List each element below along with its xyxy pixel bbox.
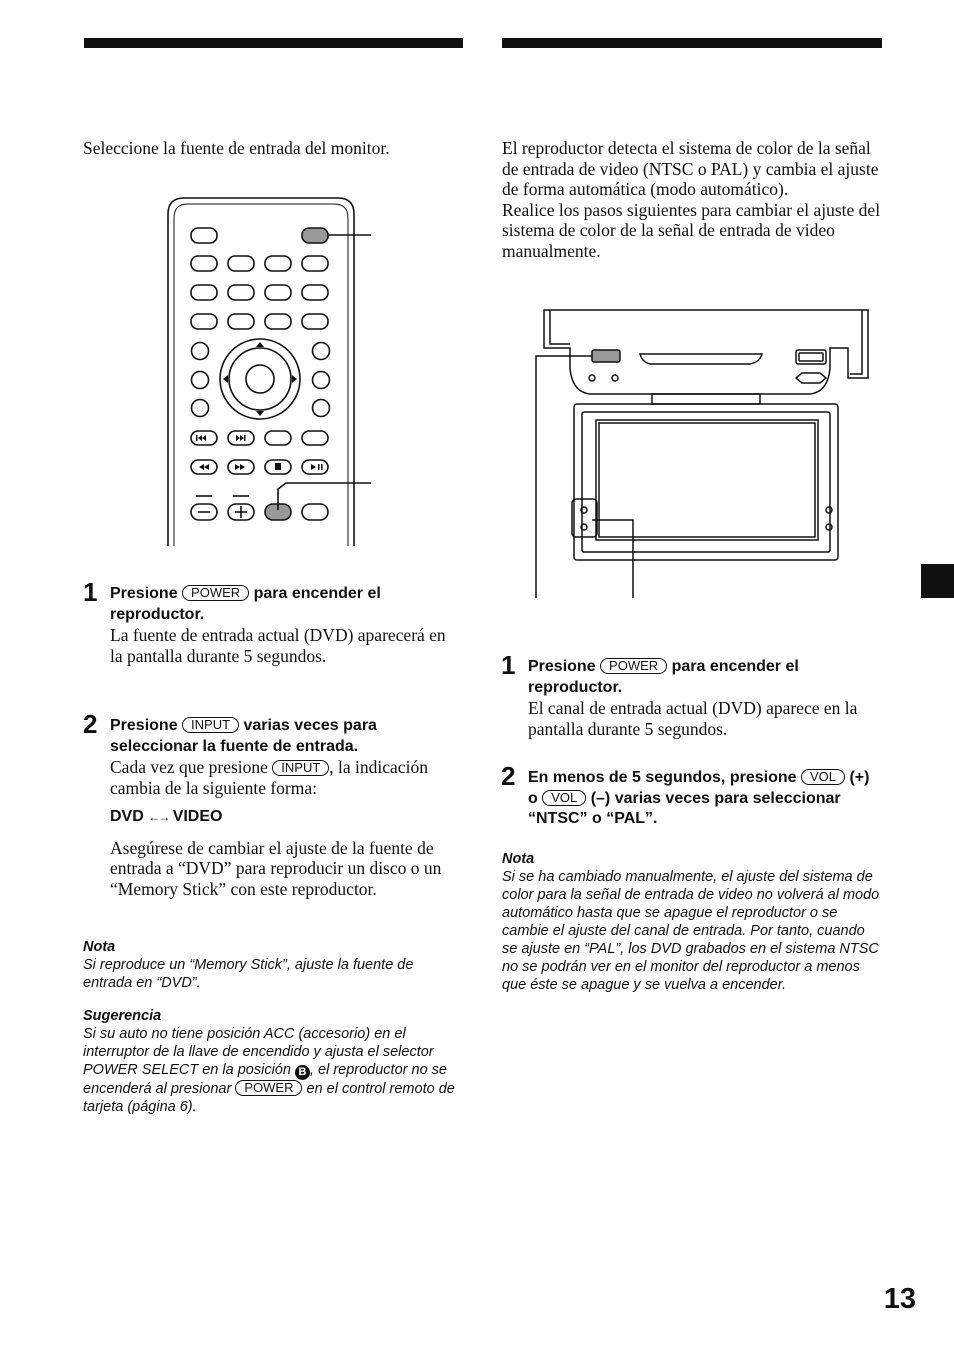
tip-power-button-label: POWER	[235, 1080, 302, 1096]
right-power-button-label: POWER	[600, 658, 667, 674]
left-step2-number: 2	[83, 709, 98, 739]
left-step2-heading	[110, 716, 460, 757]
right-step2	[528, 768, 873, 830]
right-step2-heading	[528, 768, 873, 830]
right-note-title: Nota	[502, 851, 535, 867]
left-step1-heading	[110, 584, 455, 625]
vol-button-label-1: VOL	[801, 769, 845, 785]
right-step2-heading-b: (–) varias veces para seleccionar “NTSC” o “PAL”.	[528, 789, 841, 827]
right-note	[502, 850, 882, 994]
vol-button-label-2: VOL	[542, 790, 586, 806]
monitor-illustration	[530, 308, 875, 600]
left-step2-body	[110, 757, 460, 798]
left-note	[83, 938, 455, 992]
left-step2-after: Asegúrese de cambiar el ajuste de la fuente de entrada a “DVD” para reproducir un disco o un “Memory Stick” con este reproductor.	[110, 837, 442, 899]
right-step1-heading	[528, 657, 873, 698]
tip-text-a: Si su auto no tiene posición ACC (accesorio) en el interruptor de la llave de encendido y ajusta el selector POWER SELECT en la posición	[83, 1026, 434, 1078]
left-tip	[83, 1007, 455, 1116]
right-step2-number: 2	[501, 761, 516, 791]
tip-text-c: en el control remoto de tarjeta (página 6).	[83, 1081, 455, 1115]
right-step1-number: 1	[501, 650, 516, 680]
right-step2-mid: (+) o	[528, 769, 870, 807]
sequence-dvd: DVD	[110, 808, 144, 825]
right-note-text: Si se ha cambiado manualmente, el ajuste del sistema de color para la señal de entrada de video no volverá al modo automático hasta que se apague el reproductor o se cambie el ajuste del canal de entrada. Por tanto, cuando se ajuste en “PAL”, los DVD grabados en el sistema NTSC no se podrán ver en el monitor del reproductor a menos que éste se apague y se vuelva a encender.	[502, 869, 880, 993]
left-note-text: Si reproduce un “Memory Stick”, ajuste la fuente de entrada en “DVD”.	[83, 957, 414, 991]
input-sequence	[110, 807, 460, 828]
input-button-label: INPUT	[182, 717, 239, 733]
left-step1-heading-b: para encender el reproductor.	[110, 585, 381, 623]
right-step2-heading-a: En menos de 5 segundos, presione	[528, 769, 797, 786]
left-note-title: Nota	[83, 939, 116, 955]
left-step1	[110, 584, 455, 666]
right-step1-heading-b: para encender el reproductor.	[528, 658, 799, 696]
tip-text	[83, 1025, 455, 1116]
input-button-label-inline: INPUT	[272, 760, 329, 776]
right-step1-body: El canal de entrada actual (DVD) aparece en la pantalla durante 5 segundos.	[528, 698, 858, 739]
sequence-video: VIDEO	[172, 808, 223, 825]
double-arrow-icon: ←→	[148, 810, 169, 824]
page-number: 13	[883, 1283, 916, 1315]
left-header-rule	[84, 38, 463, 48]
power-button-label: POWER	[182, 585, 249, 601]
left-step2-body-b: , la indicación cambia de la siguiente forma:	[110, 757, 428, 798]
left-step1-body: La fuente de entrada actual (DVD) aparecerá en la pantalla durante 5 segundos.	[110, 625, 446, 666]
tip-text-b: , el reproductor no se encenderá al presionar	[83, 1062, 447, 1097]
right-intro: El reproductor detecta el sistema de color de la señal de entrada de video (NTSC o PAL) y cambia el ajuste de forma automática (modo automático). Realice los pasos siguientes para cambiar el ajuste del sistema de color de la señal de entrada de video manualmente.	[502, 138, 881, 261]
left-step2	[110, 716, 460, 899]
left-step2-heading-b: varias veces para seleccionar la fuente de entrada.	[110, 717, 377, 755]
tip-title: Sugerencia	[83, 1008, 162, 1024]
left-step2-body-a: Cada vez que presione	[110, 757, 268, 777]
right-step1-heading-a: Presione	[528, 658, 596, 675]
left-intro: Seleccione la fuente de entrada del monitor.	[83, 138, 390, 158]
right-step1	[528, 657, 873, 739]
left-step1-heading-a: Presione	[110, 585, 178, 602]
left-step2-heading-a: Presione	[110, 717, 178, 734]
position-b-marker: B	[295, 1065, 310, 1080]
remote-control-illustration	[160, 192, 380, 548]
left-step1-number: 1	[83, 577, 98, 607]
section-tab-marker	[921, 564, 954, 598]
right-header-rule	[502, 38, 882, 48]
